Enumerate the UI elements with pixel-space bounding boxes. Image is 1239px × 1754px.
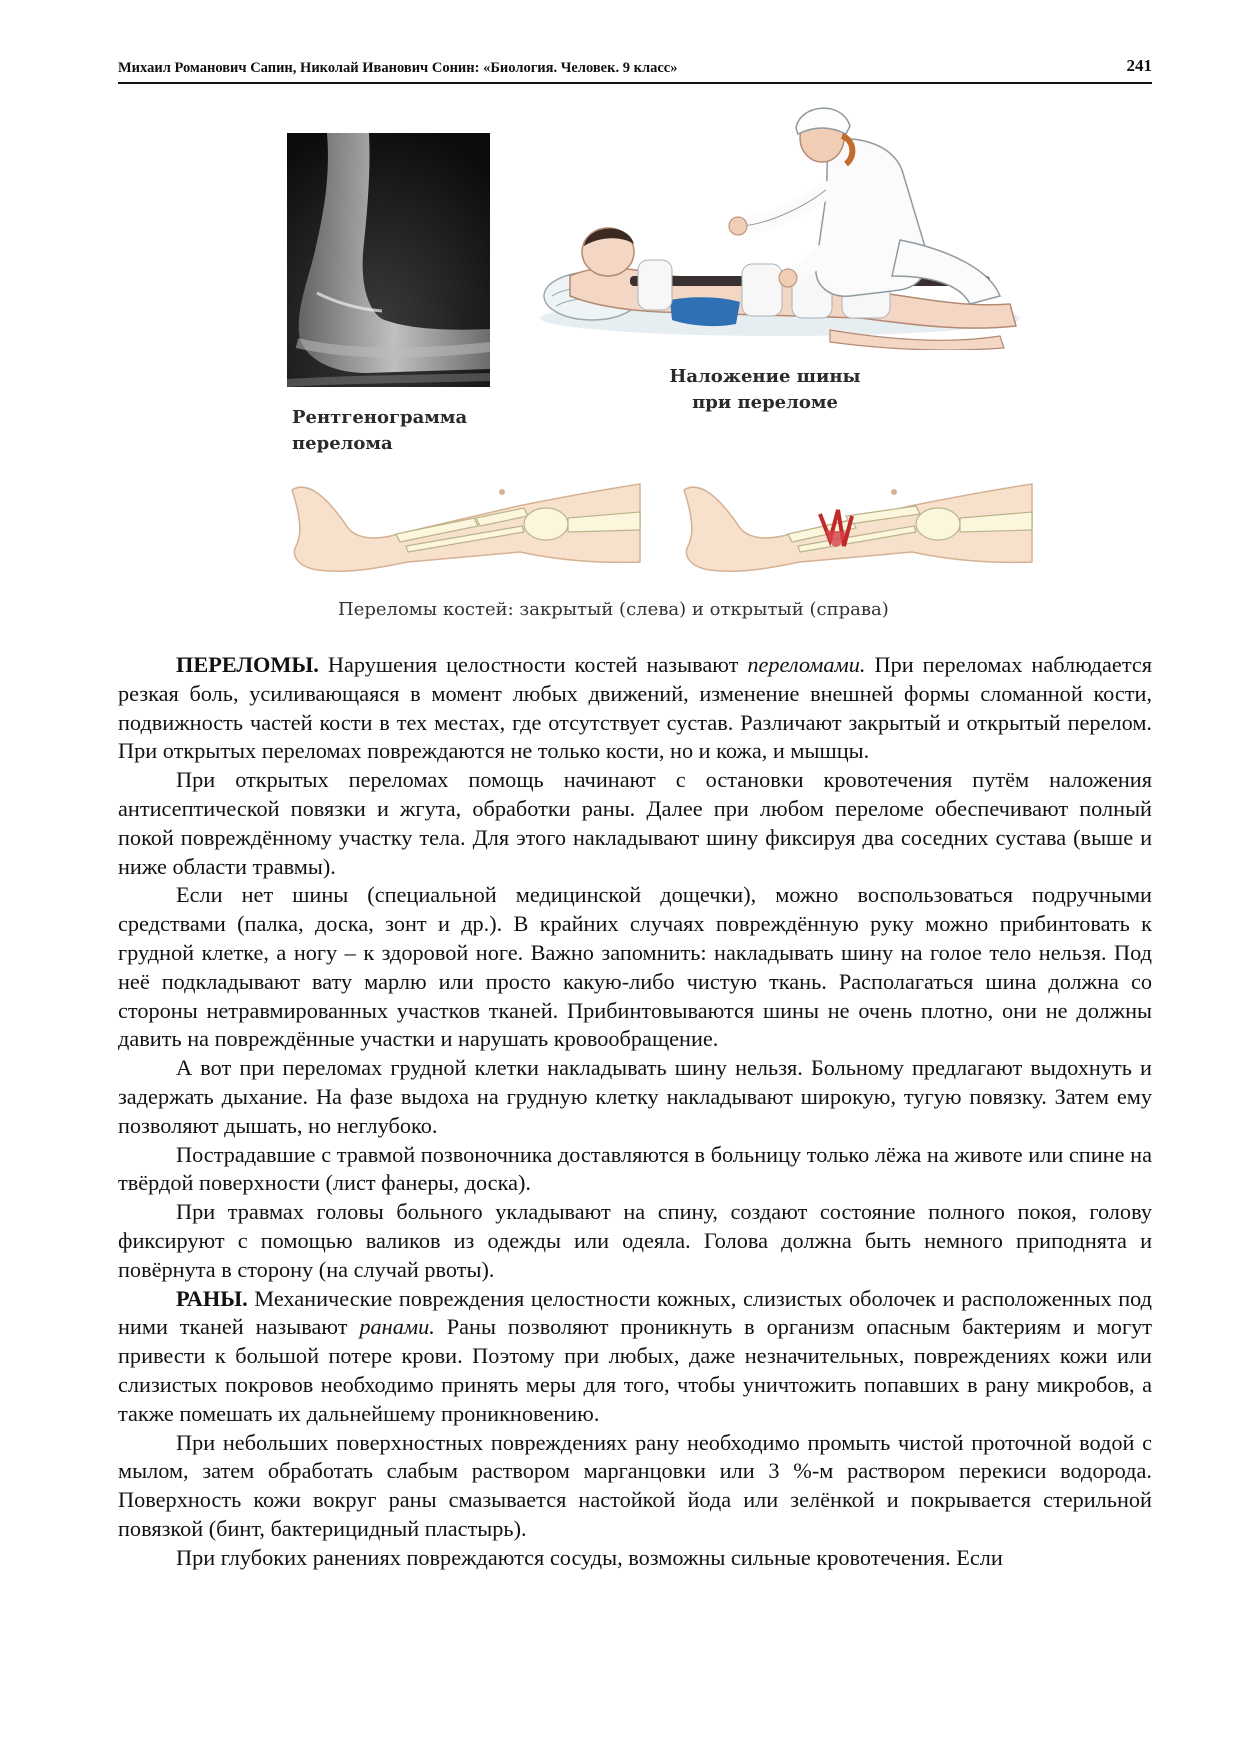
xray-image: [287, 133, 490, 387]
heading-wounds: РАНЫ.: [176, 1285, 248, 1311]
term-wounds: ранами.: [359, 1314, 435, 1340]
splint-caption: [640, 364, 890, 416]
splint-caption-line-2: при переломе: [692, 392, 838, 413]
paragraph: При травмах головы больного укладывают на спину, создают состояние полного покоя, голову фиксируют с помощью валиков из одежды или одеяла. Голова должна быть немного приподнята и повёрнута в сторону (на случай рвоты).: [118, 1199, 1152, 1282]
paragraph: При открытых переломах помощь начинают с остановки кровотечения путём наложения антисептической повязки и жгута, обработки раны. Далее при любом переломе обеспечивают полный покой повреждённому участку тела. Для этого накладывают шину фиксируя два соседних сустава (выше и ниже области травмы).: [118, 767, 1152, 879]
paragraph: При глубоких ранениях повреждаются сосуды, возможны сильные кровотечения. Если: [176, 1544, 1003, 1570]
paragraph: Если нет шины (специальной медицинской дощечки), можно воспользоваться подручными средствами (палка, доска, зонт и др.). В крайних случаях повреждённую руку можно прибинтовать к грудной клетке, а ногу – к здоровой ноге. Важно запомнить: накладывать шину на голое тело нельзя. Под неё подкладывают вату марлю или просто какую-либо чистую ткань. Располагаться шина должна со стороны нетравмированных участков тканей. Прибинтовываются шины не очень плотно, они не должны давить на повреждённые участки и нарушать кровообращение.: [118, 882, 1152, 1052]
paragraph-fractures: ПЕРЕЛОМЫ. Нарушения целостности костей называют переломами. При переломах наблюдается резкая боль, усиливающаяся в момент любых движений, изменение внешней формы сломанной кости, подвижность частей кости в тех местах, где отсутствует сустав. Различают закрытый и открытый перелом. При открытых переломах повреждаются не только кости, но и кожа, и мышцы.: [118, 652, 1152, 764]
splint-illustration: [530, 100, 1040, 350]
xray-caption: [292, 405, 467, 457]
heading-fractures: ПЕРЕЛОМЫ.: [176, 652, 319, 677]
fractures-caption: Переломы костей: закрытый (слева) и открытый (справа): [338, 599, 889, 620]
body-text: [118, 651, 1152, 1573]
xray-caption-line-2: перелома: [292, 433, 393, 454]
running-title: Михаил Романович Сапин, Николай Иванович Сонин: «Биология. Человек. 9 класс»: [118, 60, 678, 76]
paragraph: При небольших поверхностных повреждениях рану необходимо промыть чистой проточной водой с мылом, затем обработать слабым раствором марганцовки или 3 %-м раствором перекиси водорода. Поверхность кожи вокруг раны смазывается настойкой йода или зелёнкой и покрывается стерильной повязкой (бинт, бактерицидный пластырь).: [118, 1429, 1152, 1541]
paragraph: Пострадавшие с травмой позвоночника доставляются в больницу только лёжа на животе или спине на твёрдой поверхности (лист фанеры, доска).: [118, 1141, 1152, 1196]
closed-fracture-illustration: [288, 470, 644, 580]
open-fracture-illustration: [680, 470, 1036, 580]
term-fractures: переломами.: [747, 652, 866, 677]
paragraph-wounds: РАНЫ. Механические повреждения целостности кожных, слизистых оболочек и расположенных под ними тканей называют ранами. Раны позволяют проникнуть в организм опасным бактериям и могут привести к большой потере крови. Поэтому при любых, даже незначительных, повреждениях кожи или слизистых покровов необходимо принять меры для того, чтобы уничтожить попавших в рану микробов, а также помешать их дальнейшему проникновению.: [118, 1285, 1152, 1426]
paragraph: А вот при переломах грудной клетки накладывать шину нельзя. Больному предлагают выдохнуть и задержать дыхание. На фазе выдоха на грудную клетку накладывают широкую, тугую повязку. Затем ему позволяют дышать, но неглубоко.: [118, 1055, 1152, 1138]
page-number: 241: [1126, 56, 1152, 75]
splint-caption-line-1: Наложение шины: [669, 366, 861, 387]
xray-caption-line-1: Рентгенограмма: [292, 407, 468, 428]
page-header: [118, 56, 1152, 84]
